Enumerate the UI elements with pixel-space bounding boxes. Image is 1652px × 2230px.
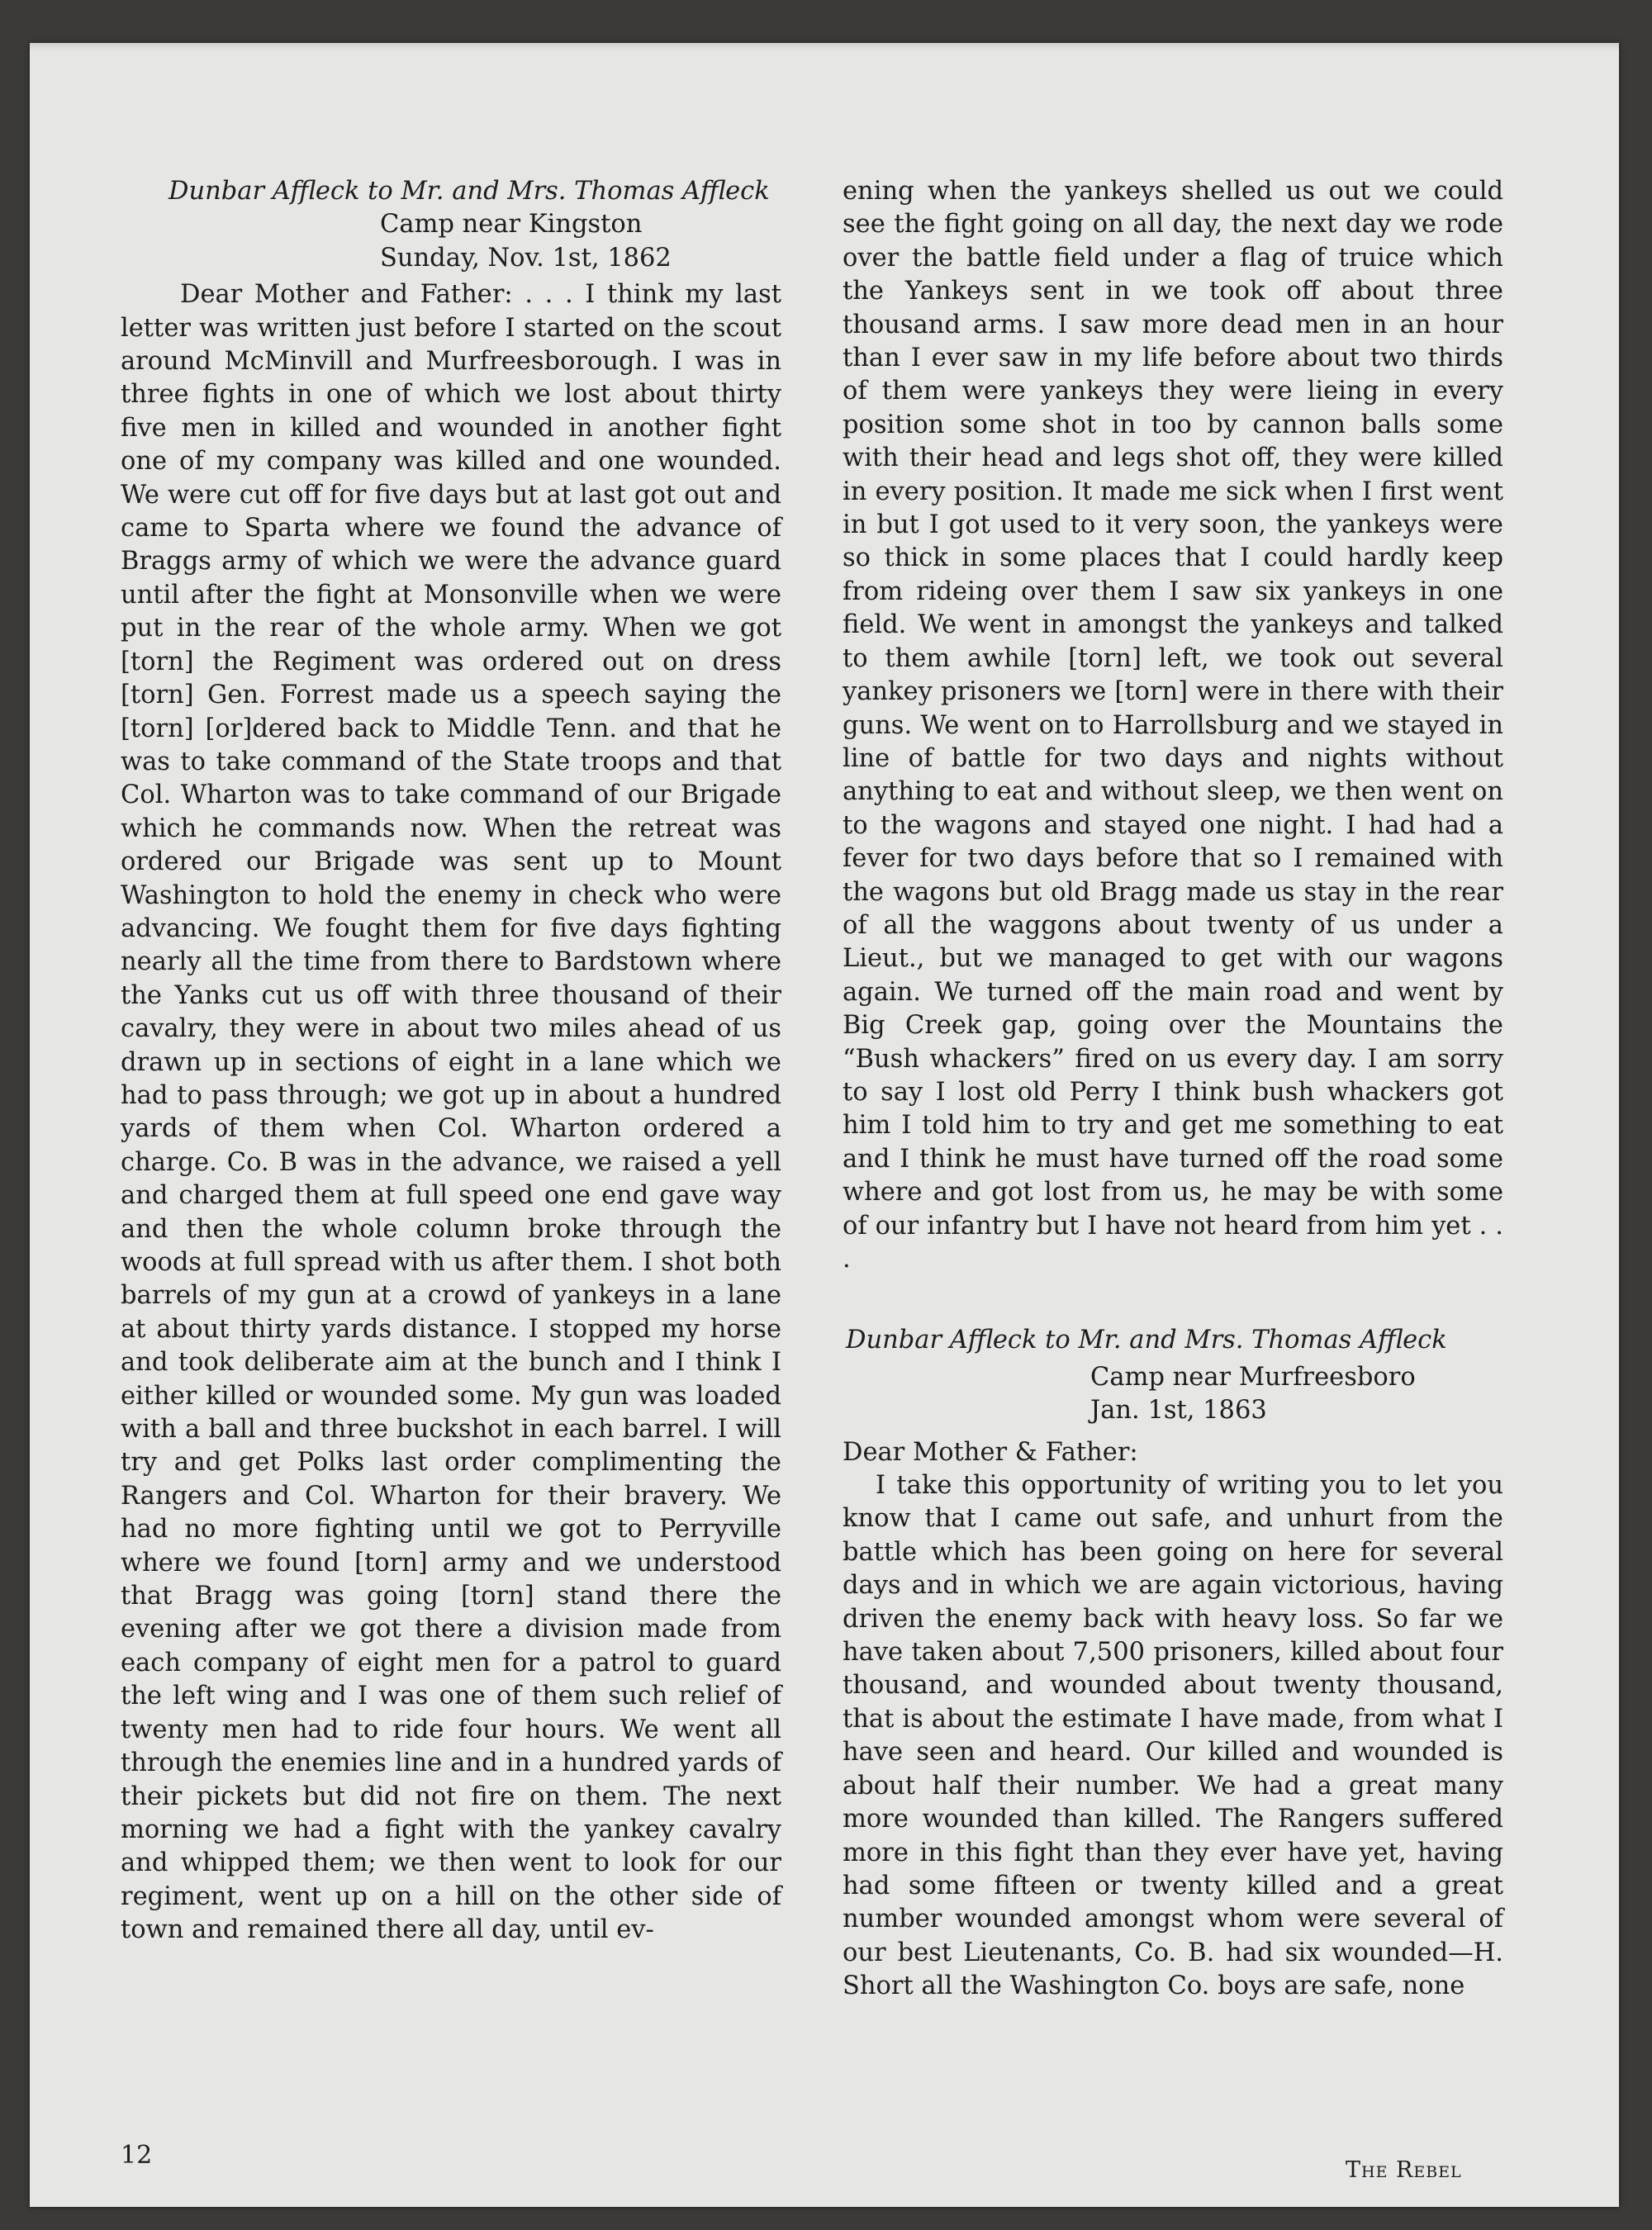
letter1-body-part1: Dear Mother and Father: . . . I think my last letter was written just before I started on the scout around McMinvill and Murfreesborough. I was in three fights in one of which we lost about thirty five men in killed and wounded in another fight one of my company was killed and one wounded. We were cut off for five days but at last got out and came to Sparta where we found the advance of Braggs army of which we were the advance guard until after the fight at Monsonville when we were put in the rear of the whole army. When we got [torn] the Regiment was ordered out on dress [torn] Gen. Forrest made us a speech saying the [torn] [or]dered back to Middle Tenn. and that he was to take command of the State troops and that Col. Wharton was to take command of our Brigade which he commands now. When the retreat was ordered our Brigade was sent up to Mount Washington to hold the enemy in check who were advancing. We fought them for five days fighting nearly all the time from there to Bardstown where the Yanks cut us off with three thousand of their cavalry, they were in about two miles ahead of us drawn up in sections of eight in a lane which we had to pass through; we got up in about a hundred yards of them when Col. Wharton ordered a charge. Co. B was in the advance, we raised a yell and charged them at full speed one end gave way and then the whole column broke through the woods at full spread with us after them. I shot both barrels of my gun at a crowd of yankeys in a lane at about thirty yards distance. I stopped my horse and took deliberate aim at the bunch and I think I either killed or wounded some. My gun was loaded with a ball and three buckshot in each barrel. I will try and get Polks last order complimenting the Rangers and Col. Wharton for their bravery. We had no more fighting until we got to Perryville where we found [torn] army and we understood that Bragg was going [torn] stand there the evening after we got there a division made from each company of eight men for a patrol to guard the left wing and I was one of them such relief of twenty men had to ride four hours. We went all through the enemies line and in a hundred yards of their pickets but did not fire on them. The next morning we had a fight with the yankey cavalry and whipped them; we then went to look for our regiment, went up on a hill on the other side of town and remained there all day, until ev- bbox=[121, 280, 781, 1945]
running-footer: The Rebel bbox=[1346, 2157, 1462, 2183]
letter2-body: I take this opportunity of writing you to let you know that I came out safe, and unhurt from the battle which has been going on here for several days and in which we are again victorious, having driven the enemy back with heavy loss. So far we have taken about 7,500 prisoners, killed about four thousand, and wounded about twenty thousand, that is about the estimate I have made, from what I have seen and heard. Our killed and wounded is about half their number. We had a great many more wounded than killed. The Rangers suffered more in this fight than they ever have yet, having had some fifteen or twenty killed and a great number wounded amongst whom were several of our best Lieutenants, Co. B. had six wounded—H. Short all the Washington Co. boys are safe, none bbox=[843, 1471, 1503, 2001]
letter2-place: Camp near Murfreesboro bbox=[1090, 1362, 1416, 1392]
left-column bbox=[121, 175, 781, 1948]
letter2-date: Jan. 1st, 1863 bbox=[1090, 1396, 1267, 1426]
letter1-heading: Dunbar Affleck to Mr. and Mrs. Thomas Affleck bbox=[169, 177, 770, 206]
letter2-heading: Dunbar Affleck to Mr. and Mrs. Thomas Affleck bbox=[846, 1326, 1447, 1355]
letter1-place: Camp near Kingston bbox=[380, 210, 643, 240]
letter1-body-part2: ening when the yankeys shelled us out we could see the fight going on all day, the next day we rode over the battle field under a flag of truice which the Yankeys sent in we took off about three thousand arms. I saw more dead men in an hour than I ever saw in my life before about two thirds of them were yankeys they were lieing in every position some shot in too by cannon balls some with their head and legs shot off, they were killed in every position. It made me sick when I first went in but I got used to it very soon, the yankeys were so thick in some places that I could hardly keep from rideing over them I saw six yankeys in one field. We went in amongst the yankeys and talked to them awhile [torn] left, we took out several yankey prisoners we [torn] were in there with their guns. We went on to Harrollsburg and we stayed in line of battle for two days and nights without anything to eat and without sleep, we then went on to the wagons and stayed one night. I had had a fever for two days before that so I remained with the wagons but old Bragg made us stay in the rear of all the waggons about twenty of us under a Lieut., but we managed to get with our wagons again. We turned off the main road and went by Big Creek gap, going over the Mountains the “Bush whackers” fired on us every day. I am sorry to say I lost old Perry I think bush whackers got him I told him to try and get me something to eat and I think he must have turned off the road some where and got lost from us, he may be with some of our infantry but I have not heard from him yet . . . bbox=[843, 177, 1503, 1274]
letter1-date: Sunday, Nov. 1st, 1862 bbox=[380, 243, 672, 273]
letter2-salutation: Dear Mother & Father: bbox=[843, 1437, 1138, 1467]
page-number: 12 bbox=[121, 2141, 153, 2170]
document-page bbox=[30, 43, 1619, 2207]
right-column bbox=[843, 175, 1503, 2004]
